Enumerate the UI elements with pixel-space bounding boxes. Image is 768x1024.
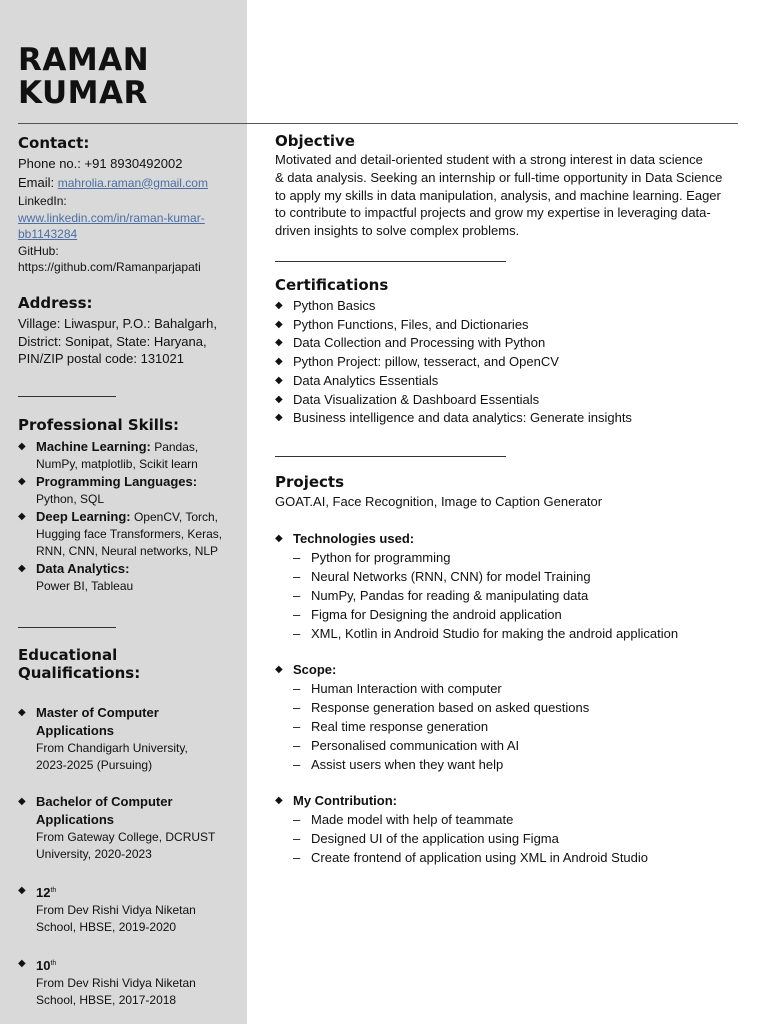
objective-text <box>275 151 745 240</box>
certification-item: ◆ Data Collection and Processing with Python <box>275 334 745 353</box>
projects-heading: Projects <box>275 473 345 491</box>
github-label: GitHub: <box>18 243 59 258</box>
degree-detail: From Dev Rishi Vidya Niketan <box>36 903 196 917</box>
last-name: KUMAR <box>18 75 148 111</box>
email-label: Email: <box>18 174 55 190</box>
degree-title: Applications <box>36 723 115 738</box>
skill-detail: Hugging face Transformers, Keras, <box>36 527 223 541</box>
skills-heading: Professional Skills: <box>18 416 179 434</box>
certification-item: ◆ Python Project: pillow, tesseract, and OpenCV <box>275 353 745 372</box>
contribution-heading: ◆ My Contribution: <box>275 791 745 810</box>
certification-item: ◆ Python Functions, Files, and Dictionaries <box>275 316 745 335</box>
degree-superscript: th <box>50 960 57 967</box>
education-item-12th <box>18 882 240 936</box>
degree-title: Bachelor of Computer <box>36 794 173 809</box>
contribution-item: – Made model with help of teammate <box>293 810 745 829</box>
objective-section <box>275 132 745 240</box>
technology-item: – XML, Kotlin in Android Studio for making the android application <box>293 624 745 643</box>
contact-heading: Contact: <box>18 134 90 152</box>
skill-detail: OpenCV, Torch, <box>130 510 219 524</box>
technologies-heading: ◆ Technologies used: <box>275 529 745 548</box>
technology-item: – Neural Networks (RNN, CNN) for model Training <box>293 567 745 586</box>
candidate-name <box>18 44 238 110</box>
degree-detail: From Gateway College, DCRUST <box>36 830 216 844</box>
objective-line: & data analysis. Seeking an internship or full-time opportunity in Data Science <box>275 169 723 185</box>
linkedin-label: LinkedIn: <box>18 194 67 208</box>
technologies-list <box>275 548 745 643</box>
scope-list <box>275 679 745 774</box>
github-url: https://github.com/Ramanparjapati <box>18 260 201 274</box>
email-link[interactable]: mahrolia.raman@gmail.com <box>57 175 208 190</box>
linkedin-link-line2[interactable]: bb1143284 <box>18 227 78 241</box>
email-line <box>18 174 240 193</box>
education-item-bca <box>18 793 240 863</box>
technology-item: – NumPy, Pandas for reading & manipulating data <box>293 586 745 605</box>
header-divider <box>18 123 738 124</box>
skill-programming-languages <box>18 473 240 508</box>
skill-detail: RNN, CNN, Neural networks, NLP <box>36 544 219 558</box>
degree-detail: School, HBSE, 2017-2018 <box>36 993 177 1007</box>
degree-detail: From Chandigarh University, <box>36 741 188 755</box>
objective-line: Motivated and detail-oriented student with a strong interest in data science <box>275 152 703 167</box>
objective-heading: Objective <box>275 132 355 150</box>
scope-item: – Real time response generation <box>293 717 745 736</box>
education-section <box>18 646 240 1024</box>
skill-detail: Pandas, <box>150 440 199 454</box>
technology-item: – Figma for Designing the android application <box>293 605 745 624</box>
first-name: RAMAN <box>18 42 150 78</box>
technology-item: – Python for programming <box>293 548 745 567</box>
objective-line: to apply my skills in data manipulation, analysis, and machine learning. Eager <box>275 187 721 203</box>
contribution-item: – Create frontend of application using XML in Android Studio <box>293 848 745 867</box>
contact-section <box>18 134 240 276</box>
certification-item: ◆ Python Basics <box>275 297 745 316</box>
scope-item: – Human Interaction with computer <box>293 679 745 698</box>
scope-item: – Personalised communication with AI <box>293 736 745 755</box>
education-heading: Educational Qualifications: <box>18 646 141 682</box>
project-names: GOAT.AI, Face Recognition, Image to Caption Generator <box>275 494 603 509</box>
skill-detail: NumPy, matplotlib, Scikit learn <box>36 457 198 471</box>
degree-detail: University, 2020-2023 <box>36 847 152 861</box>
certifications-heading: Certifications <box>275 276 389 294</box>
certification-item: ◆ Business intelligence and data analytics: Generate insights <box>275 409 745 428</box>
objective-line: driven insights to solve complex problems. <box>275 223 520 239</box>
contribution-item: – Designed UI of the application using Figma <box>293 829 745 848</box>
technologies-block <box>275 529 745 548</box>
skills-section <box>18 416 240 595</box>
address-line1: Village: Liwaspur, P.O.: Bahalgarh, <box>18 316 217 331</box>
scope-heading: ◆ Scope: <box>275 660 745 679</box>
scope-item: – Assist users when they want help <box>293 755 745 774</box>
skill-detail: Power BI, Tableau <box>36 579 134 593</box>
skill-deep-learning <box>18 508 240 560</box>
address-section <box>18 294 240 368</box>
certifications-section <box>275 276 745 428</box>
skill-title: Machine Learning: <box>36 439 151 454</box>
skill-detail: Python, SQL <box>36 492 105 506</box>
contribution-block <box>275 791 745 810</box>
certification-item: ◆ Data Visualization & Dashboard Essentials <box>275 391 745 410</box>
degree-title: Applications <box>36 812 115 827</box>
education-list <box>18 704 240 1009</box>
degree-detail: From Dev Rishi Vidya Niketan <box>36 976 196 990</box>
address-line3: PIN/ZIP postal code: 131021 <box>18 351 184 366</box>
education-item-mca <box>18 704 240 774</box>
certifications-list <box>275 297 745 428</box>
education-item-10th <box>18 955 240 1009</box>
degree-detail: School, HBSE, 2019-2020 <box>36 920 177 934</box>
contribution-list <box>275 810 745 867</box>
main-divider-1 <box>275 261 506 262</box>
degree-title: 12 <box>36 885 51 900</box>
phone-number: Phone no.: +91 8930492002 <box>18 156 183 171</box>
skill-title: Deep Learning: <box>36 509 131 524</box>
objective-line: to contribute to impactful projects and grow my expertise in leveraging data- <box>275 205 711 221</box>
scope-item: – Response generation based on asked questions <box>293 698 745 717</box>
certification-item: ◆ Data Analytics Essentials <box>275 372 745 391</box>
sidebar-divider-1 <box>18 396 116 397</box>
degree-superscript: th <box>50 887 57 894</box>
degree-title: Master of Computer <box>36 705 159 720</box>
skill-data-analytics <box>18 560 240 595</box>
skill-machine-learning <box>18 438 240 473</box>
linkedin-link-line1[interactable]: www.linkedin.com/in/raman-kumar- <box>18 210 205 225</box>
degree-title: 10 <box>36 958 51 973</box>
degree-detail: 2023-2025 (Pursuing) <box>36 758 153 772</box>
address-line2: District: Sonipat, State: Haryana, <box>18 333 207 349</box>
sidebar-divider-2 <box>18 627 116 628</box>
projects-section <box>275 473 745 867</box>
skill-title: Data Analytics: <box>36 561 130 576</box>
main-divider-2 <box>275 456 506 457</box>
skill-title: Programming Languages: <box>36 474 198 489</box>
skills-list <box>18 438 240 595</box>
address-heading: Address: <box>18 294 93 312</box>
scope-block <box>275 660 745 679</box>
